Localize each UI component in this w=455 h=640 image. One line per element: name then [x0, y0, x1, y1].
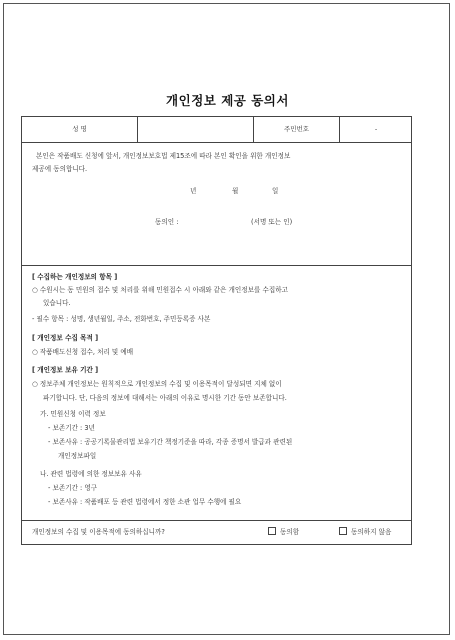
section-line: - 보존사유 : 작품배포 등 관련 법령에서 정한 소관 업무 수행에 필요	[48, 498, 242, 506]
disagree-option[interactable]	[339, 526, 391, 539]
section-heading-items: [ 수집하는 개인정보의 항목 ]	[32, 273, 118, 281]
document-title: 개인정보 제공 동의서	[166, 93, 289, 108]
signer-label: 동의인 :	[155, 218, 179, 226]
consent-statement-line2: 제공에 동의합니다.	[32, 165, 88, 173]
row-divider	[22, 520, 411, 521]
row-divider	[22, 142, 411, 143]
disagree-label: 동의하지 않음	[351, 528, 392, 536]
consent-question: 개인정보의 수집 및 이용목적에 동의하십니까?	[32, 528, 165, 536]
section-line: ○ 작품배도신청 접수, 처리 및 예배	[32, 348, 134, 356]
agree-checkbox[interactable]	[268, 527, 276, 535]
section-heading-purpose: [ 개인정보 수집 목적 ]	[32, 334, 99, 342]
agree-option[interactable]	[268, 526, 299, 539]
consent-statement-line1: 본인은 작품배도 신청에 앞서, 개인정보보호법 제15조에 따라 본인 확인을 위한 개인정보	[36, 152, 291, 160]
id-label: 주민번호	[283, 125, 310, 133]
agree-label: 동의함	[280, 528, 300, 536]
signature-hint[interactable]: (서명 또는 인)	[251, 218, 293, 226]
date-month: 월	[232, 187, 239, 195]
section-line: - 필수 항목 : 성명, 생년월일, 주소, 전화번호, 주민등록증 사본	[32, 315, 211, 323]
section-line: - 보존사유 : 공공기록물관리법 보유기간 책정기준을 따라, 각종 증명서 발급과 관련된	[48, 438, 293, 446]
section-line: ○ 정보주체 개인정보는 원칙적으로 개인정보의 수집 및 이용목적이 달성되면 지체 없이	[32, 380, 282, 388]
section-line: 가. 민원신청 이력 정보	[40, 410, 106, 418]
section-line: 나. 관련 법령에 의한 정보보유 사유	[40, 470, 142, 478]
id-value[interactable]: -	[374, 125, 378, 133]
section-line: 있습니다.	[43, 299, 71, 307]
row-divider	[22, 265, 411, 266]
disagree-checkbox[interactable]	[339, 527, 347, 535]
section-line: ○ 수원시는 동 민원의 접수 및 처리를 위해 민원접수 시 아래와 같은 개인정보를 수집하고	[32, 286, 288, 294]
consent-form	[21, 116, 412, 545]
section-line: - 보존기간 : 영구	[48, 484, 98, 492]
section-line: 파기합니다. 단, 다음의 정보에 대해서는 아래의 이유로 명시한 기간 동안 보존합니다.	[43, 394, 287, 402]
section-heading-retention: [ 개인정보 보유 기간 ]	[32, 366, 99, 374]
section-line: 개인정보파일	[58, 452, 97, 460]
date-day: 일	[272, 187, 279, 195]
section-line: - 보존기간 : 3년	[48, 424, 95, 432]
date-year: 년	[190, 187, 197, 195]
name-value[interactable]	[138, 117, 253, 142]
name-label: 성 명	[72, 125, 87, 133]
